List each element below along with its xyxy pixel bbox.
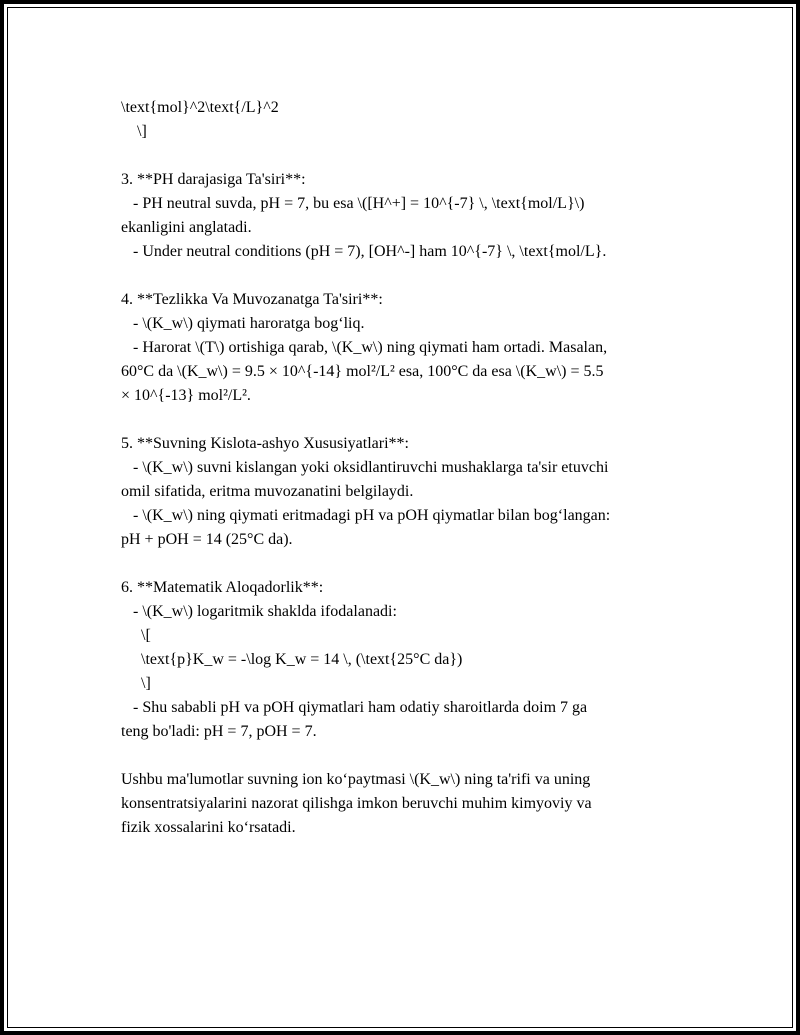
text-line: \] [121, 123, 147, 140]
text-line: \text{mol}^2\text{/L}^2 [121, 99, 279, 116]
text-line: - \(K_w\) logaritmik shaklda ifodalanadi: [121, 603, 397, 620]
section-heading: 6. **Matematik Aloqadorlik**: [121, 579, 324, 596]
text-line: \] [121, 675, 151, 692]
section-heading: 3. **PH darajasiga Ta'siri**: [121, 171, 306, 188]
text-line: - \(K_w\) qiymati haroratga bog‘liq. [121, 315, 365, 332]
text-line: konsentratsiyalarini nazorat qilishga imkon beruvchi muhim kimyoviy va [121, 795, 592, 812]
text-line: - \(K_w\) suvni kislangan yoki oksidlantiruvchi mushaklarga ta'sir etuvchi [121, 459, 609, 476]
text-line: - PH neutral suvda, pH = 7, bu esa \([H^+] = 10^{-7} \, \text{mol/L}\) [121, 195, 585, 212]
text-line: - Under neutral conditions (pH = 7), [OH^-] ham 10^{-7} \, \text{mol/L}. [121, 243, 607, 260]
text-line: - Shu sababli pH va pOH qiymatlari ham odatiy sharoitlarda doim 7 ga [121, 699, 588, 716]
text-line: teng bo'ladi: pH = 7, pOH = 7. [121, 723, 317, 740]
section-heading: 5. **Suvning Kislota-ashyo Xususiyatlari**: [121, 435, 409, 452]
section-ph-effect [121, 168, 691, 264]
text-line: omil sifatida, eritma muvozanatini belgilaydi. [121, 483, 414, 500]
text-line: \text{p}K_w = -\log K_w = 14 \, (\text{25°C da}) [121, 651, 463, 668]
document-body [121, 96, 691, 864]
section-acid-base-properties [121, 432, 691, 552]
section-heading: 4. **Tezlikka Va Muvozanatga Ta'siri**: [121, 291, 383, 308]
text-line: - \(K_w\) ning qiymati eritmadagi pH va pOH qiymatlar bilan bog‘langan: [121, 507, 611, 524]
section-rate-equilibrium [121, 288, 691, 408]
text-line: - Harorat \(T\) ortishiga qarab, \(K_w\) ning qiymati ham ortadi. Masalan, [121, 339, 608, 356]
text-line: × 10^{-13} mol²/L². [121, 387, 251, 404]
section-mathematical-relation [121, 576, 691, 744]
text-line: fizik xossalarini ko‘rsatadi. [121, 819, 296, 836]
text-line: pH + pOH = 14 (25°C da). [121, 531, 293, 548]
text-line: Ushbu ma'lumotlar suvning ion ko‘paytmasi \(K_w\) ning ta'rifi va uning [121, 771, 591, 788]
summary-paragraph [121, 768, 691, 840]
equation-continuation [121, 96, 691, 144]
text-line: \[ [121, 627, 151, 644]
text-line: 60°C da \(K_w\) = 9.5 × 10^{-14} mol²/L² esa, 100°C da esa \(K_w\) = 5.5 [121, 363, 604, 380]
text-line: ekanligini anglatadi. [121, 219, 252, 236]
